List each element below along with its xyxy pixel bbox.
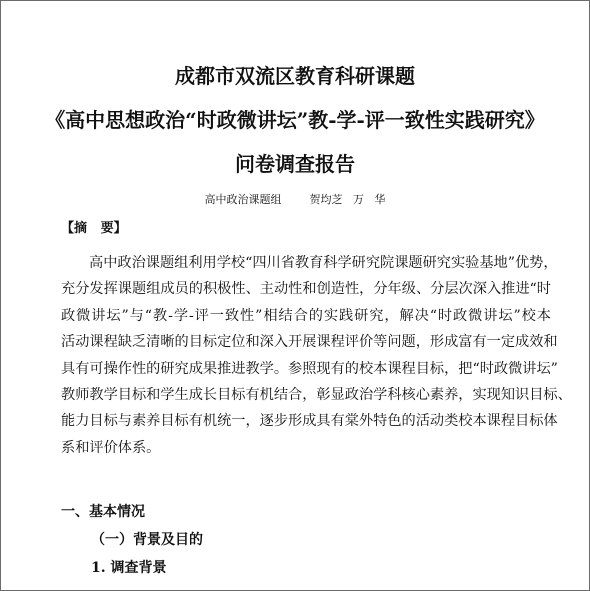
abstract-line: 政微讲坛”与“教-学-评一致性”相结合的实践研究，解决“时政微讲坛”校本 <box>61 307 551 324</box>
subsection-heading-background: （一）背景及目的 <box>91 532 203 548</box>
item-heading-survey-background: 1. 调查背景 <box>91 560 167 576</box>
abstract-line: 高中政治课题组利用学校“四川省教育科学研究院课题研究实验基地”优势， <box>89 255 558 271</box>
abstract-paragraph <box>61 250 572 461</box>
abstract-line: 教师教学目标和学生成长目标有机结合，彰显政治学科核心素养，实现知识目标、 <box>61 386 572 403</box>
abstract-line: 具有可操作性的研究成果推进教学。参照现有的校本课程目标，把“时政微讲坛” <box>61 360 558 377</box>
document-title-line-2: 《高中思想政治“时政微讲坛”教-学-评一致性实践研究》 <box>45 108 545 132</box>
abstract-label: 【摘 要】 <box>61 221 127 236</box>
abstract-line: 充分发挥课题组成员的积极性、主动性和创造性，分年级、分层次深入推进“时 <box>61 281 551 298</box>
document-title-line-1: 成都市双流区教育科研课题 <box>175 64 415 88</box>
abstract-line: 系和评价体系。 <box>61 439 161 456</box>
abstract-line: 活动课程缺乏清晰的目标定位和深入开展课程评价等问题，形成富有一定成效和 <box>61 334 558 351</box>
section-heading-basic-info: 一、基本情况 <box>61 504 145 520</box>
document-title-line-3: 问卷调查报告 <box>235 152 355 176</box>
abstract-line: 能力目标与素养目标有机统一，逐步形成具有棠外特色的活动类校本课程目标体 <box>61 413 558 430</box>
authors-line: 高中政治课题组 贺均芝 万 华 <box>204 193 386 206</box>
